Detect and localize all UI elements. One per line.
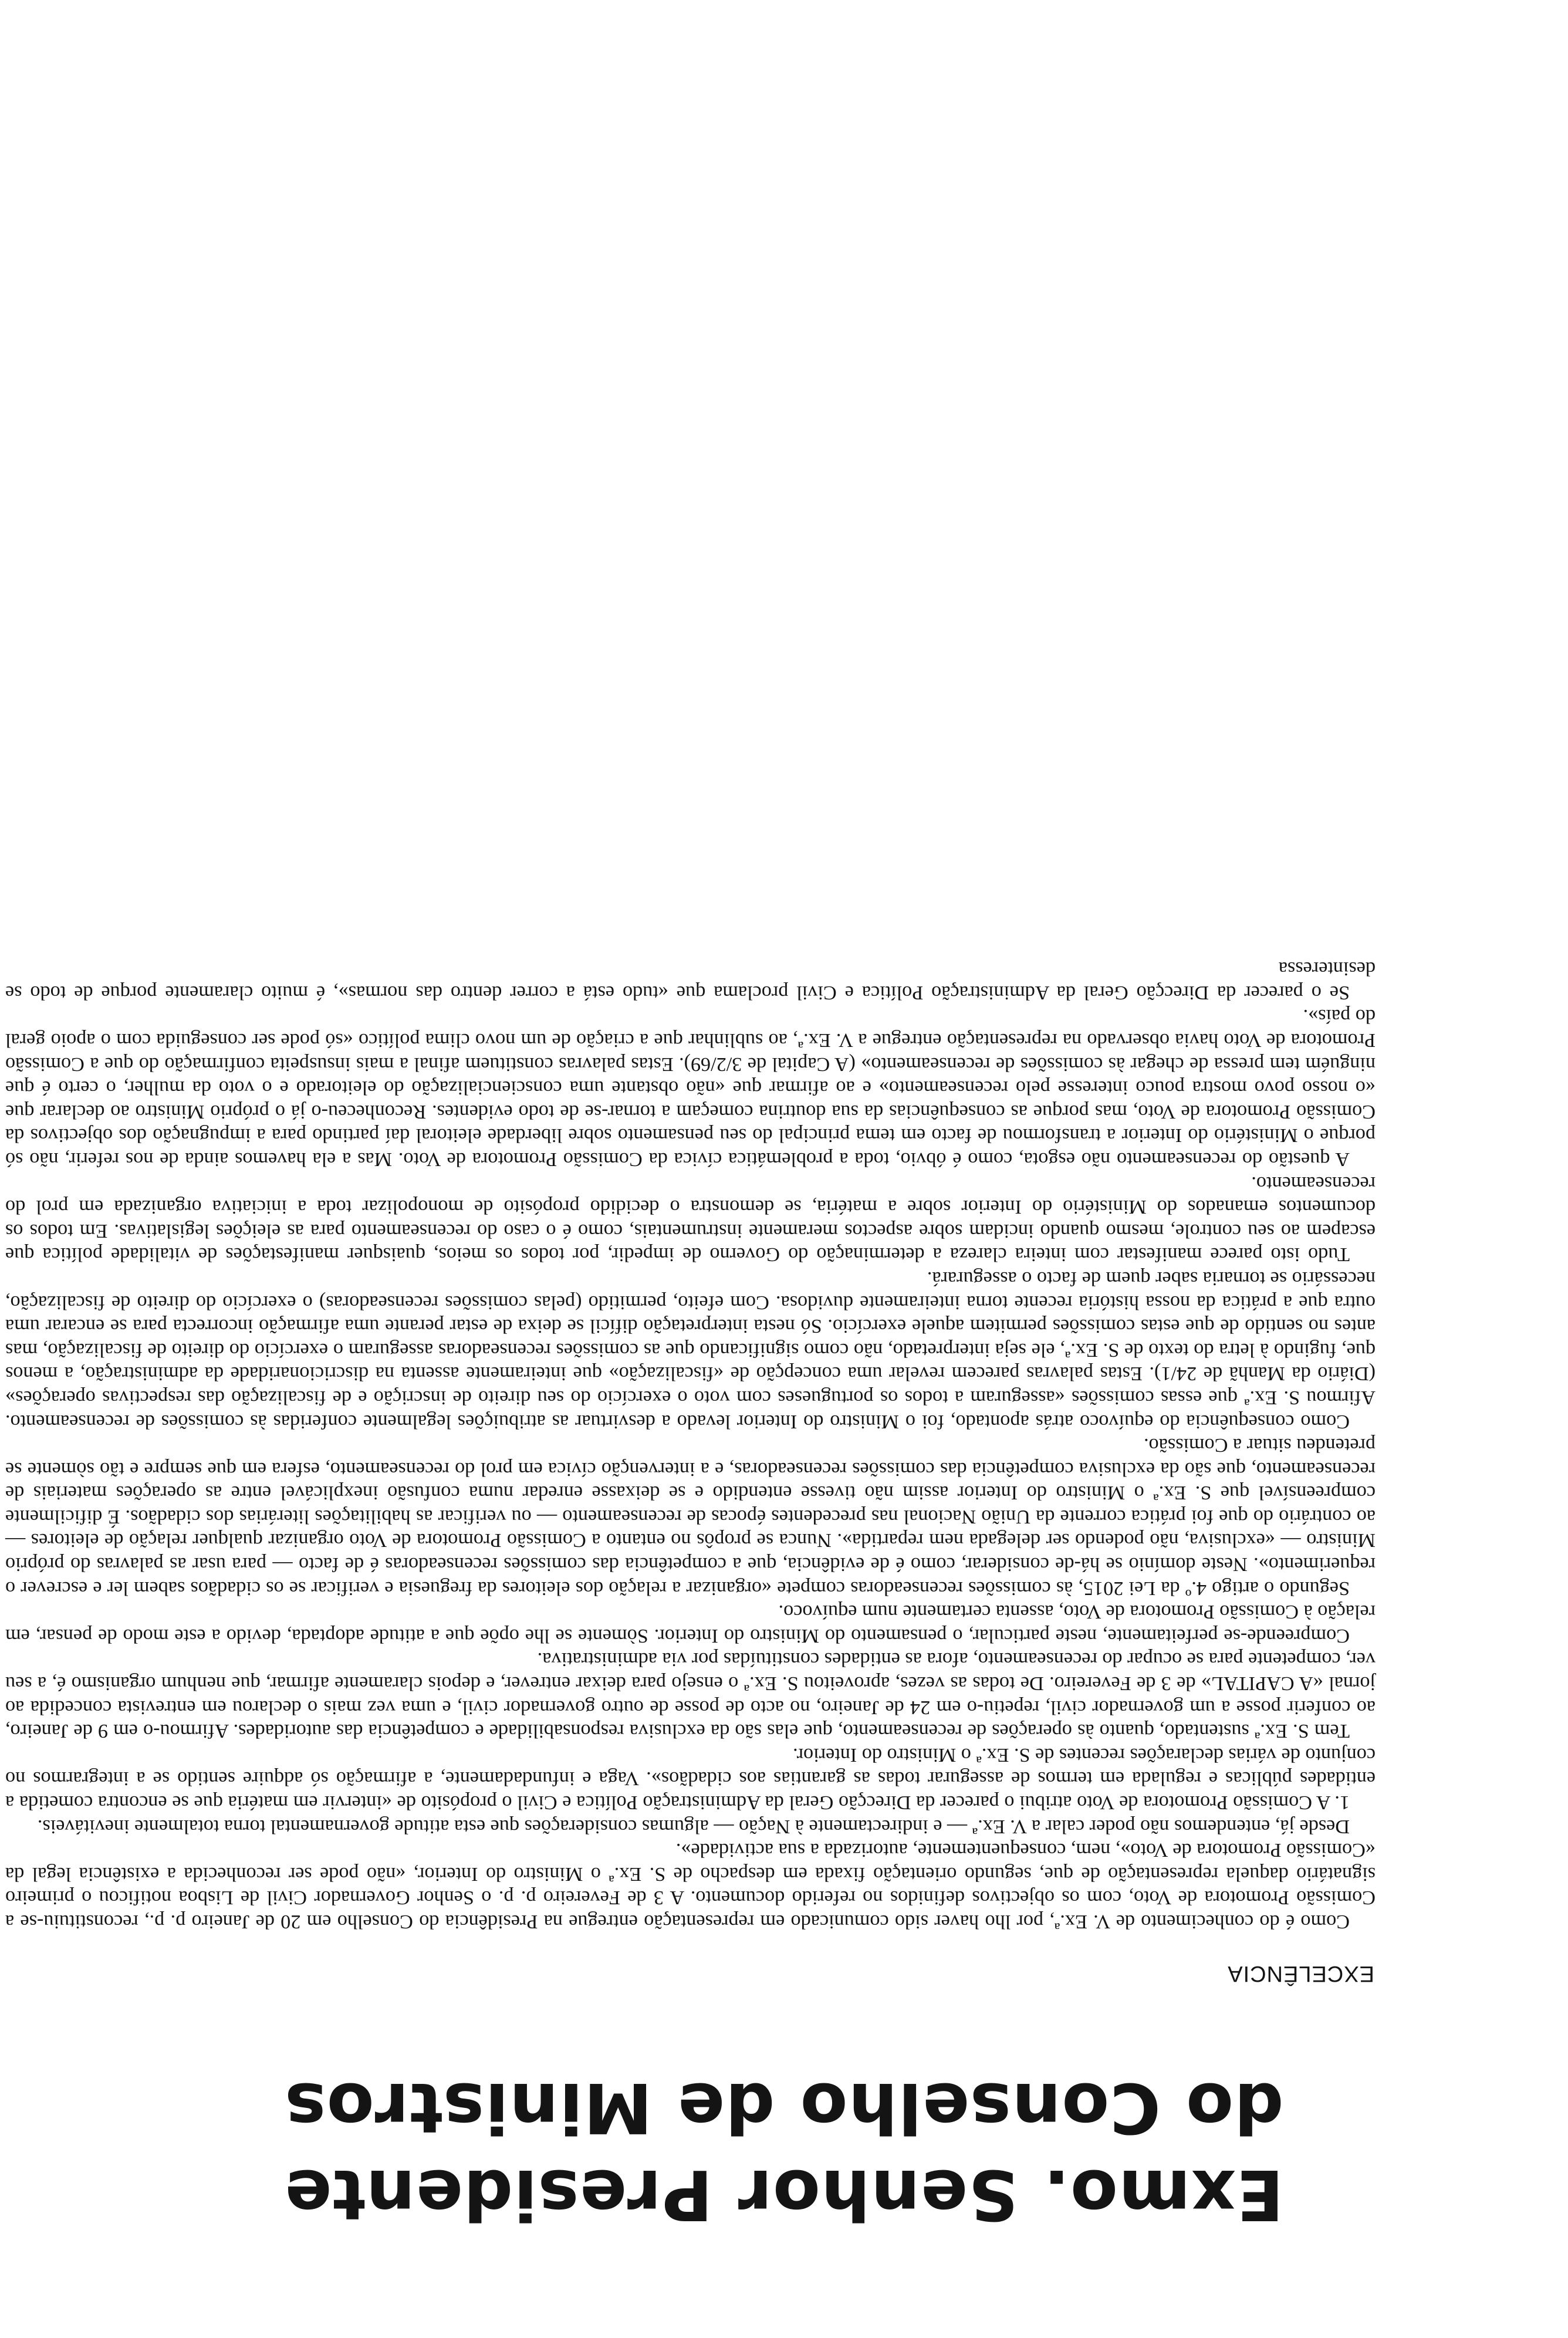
- paragraph: Desde já, entendemos não poder calar a V. Ex.ª — e indirectamente à Nação — algumas considerações que esta atitude governamental torna totalmente inevitáveis.: [37, 1815, 1350, 1837]
- paragraph: Tem S. Ex.ª sustentado, quanto às operações de recenseamento, que elas são da exclusiva responsabilidade e competência das autoridades. Afirmou-o em 9 de Janeiro, ao conferir posse a um governador civil, repetiu-o em 24 de Janeiro, no acto de posse de outro governador civil, e uma vez mais o declarou em entrevista concedida ao jornal «A CAPITAL» de 3 de Fevereiro. De todas as vezes, aproveitou S. Ex.ª o ensejo para deixar entrever, e depois claramente afirmar, que nenhum organismo é, a seu ver, competente para se ocupar do recenseamento, afora as entidades constituídas por via administrativa.: [5, 1648, 1376, 1742]
- letter-title: [0, 2065, 1568, 2238]
- salutation: EXCELÊNCIA: [1227, 1961, 1374, 1986]
- paragraph: Como consequência do equívoco atrás apontado, foi o Ministro do Interior levado a desvirtuar as atribuições legalmente conferidas às comissões de recenseamento. Afirmou S. Ex.ª que essas comissões «asseguram a todos os portugueses com voto o exercício do seu direito de inscrição e de fiscalização das respectivas operações» (Diário da Manhã de 24/1). Estas palavras parecem revelar uma concepção de «fiscalização» que inteiramente assenta na discricionaridade da administração, a menos que, fugindo à letra do texto de S. Ex.ª, ele seja interpretado, não como significando que as comissões recenseadoras asseguram o exercício do direito de fiscalização, mas antes no sentido de que estas comissões permitem aquele exercício. Só nesta interpretação difícil se deixa de estar perante uma afirmação incorrecta para se encarar uma outra que a prática da nossa história recente torna inteiramente duvidosa. Com efeito, permitido (pelas comissões recenseadoras) o exercício do direito de fiscalização, necessário se tornaria saber quem de facto o assegurará.: [5, 1267, 1376, 1432]
- paragraph: Como é do conhecimento de V. Ex.ª, por lho haver sido comunicado em representação entregue na Presidência do Conselho em 20 de Janeiro p. p., reconstituiu-se a Comissão Promotora de Voto, com os objectivos definidos no referido documento. A 3 de Fevereiro p. p. o Senhor Governador Civil de Lisboa notificou o primeiro signatário daquela representação de que, segundo orientação fixada em despacho de S. Ex.ª o Ministro do Interior, «não pode ser reconhecida a existência legal da «Comissão Promotora de Voto», nem, consequentemente, autorizada a sua actividade».: [5, 1839, 1376, 1932]
- paragraph: A questão do recenseamento não esgota, como é óbvio, toda a problemática cívica da Comissão Promotora de Voto. Mas a ela havemos ainda de nos referir, não só porque o Ministério do Interior a transformou de facto em tema principal do seu pensamento sobre liberdade eleitoral daí partindo para a impugnação dos objectivos da Comissão Promotora de Voto, mas porque as consequências da sua doutrina começam a tornar-se de todo evidentes. Reconheceu-o já o próprio Ministro ao declarar que «o nosso povo mostra pouco interesse pelo recenseamento» e ao afirmar que «não obstante uma consciencialização do eleitorado e o voto da mulher, o certo é que ninguém tem pressa de chegar às comissões de recenseamento» (A Capital de 3/2/69). Estas palavras constituem afinal a mais insuspeita confirmação do que a Comissão Promotora de Voto havia observado na representação entregue a V. Ex.ª, ao sublinhar que a criação de um novo clima político «só pode ser conseguida com o apoio geral do país».: [5, 1005, 1376, 1170]
- paragraph: Segundo o artigo 4.º da Lei 2015, às comissões recenseadoras compete «organizar a relação dos eleitores da freguesia e verificar se os cidadãos sabem ler e escrever o requerimento». Neste domínio se há-de considerar, como é de evidência, que a competência das comissões recenseadoras é de facto — para usar as palavras do próprio Ministro — «exclusiva, não podendo ser delegada nem repartida». Nunca se propôs no entanto a Comissão Promotora de Voto organizar qualquer relação de eleitores — ao contrário do que foi prática corrente da União Nacional nas precedentes épocas de recenseamento — ou verificar as habilitações literárias dos cidadãos. É dificilmente compreensível que S. Ex.ª o Ministro do Interior assim não tivesse entendido e se deixasse enredar numa confusão inexplicável entre as operações materiais de recenseamento, que são da exclusiva competência das comissões recenseadoras, e a intervenção cívica em prol do recenseamento, esfera em que sempre e tão sòmente se pretendeu situar a Comissão.: [5, 1434, 1376, 1599]
- title-line-2: do Conselho de Ministros: [284, 2067, 1284, 2148]
- paragraph: Se o parecer da Direcção Geral da Administração Política e Civil proclama que «tudo está a correr dentro das normas», é muito claramente porque de todo se desinteressa: [5, 958, 1376, 1004]
- paragraph: Compreende-se perfeitamente, neste particular, o pensamento do Ministro do Interior. Sòmente se lhe opõe que a atitude adoptada, devido a este modo de pensar, em relação à Comissão Promotora de Voto, assenta certamente num equívoco.: [5, 1601, 1376, 1647]
- paragraph: 1. A Comissão Promotora de Voto atribui o parecer da Direcção Geral da Administração Política e Civil o propósito de «intervir em matéria que se encontra cometida a entidades públicas e regulada em termos de assegurar todas as garantias aos cidadãos». Vaga e infundadamente, a afirmação só adquire sentido se a integrarmos no conjunto de várias declarações recentes de S. Ex.ª o Ministro do Interior.: [5, 1744, 1376, 1814]
- paragraph: Tudo isto parece manifestar com inteira clareza a determinação do Governo de impedir, por todos os meios, quaisquer manifestações de vitalidade política que escapem ao seu controle, mesmo quando incidam sobre aspectos meramente instrumentais, como é o caso do recenseamento para as eleições legislativas. Em todos os documentos emanados do Ministério do Interior sobre a matéria, se demonstra o decidido propósito de monopolizar toda a iniciativa organizada em prol do recenseamento.: [5, 1172, 1376, 1266]
- letter-body: [5, 957, 1376, 1933]
- title-line-1: Exmo. Senhor Presidente: [284, 2154, 1284, 2235]
